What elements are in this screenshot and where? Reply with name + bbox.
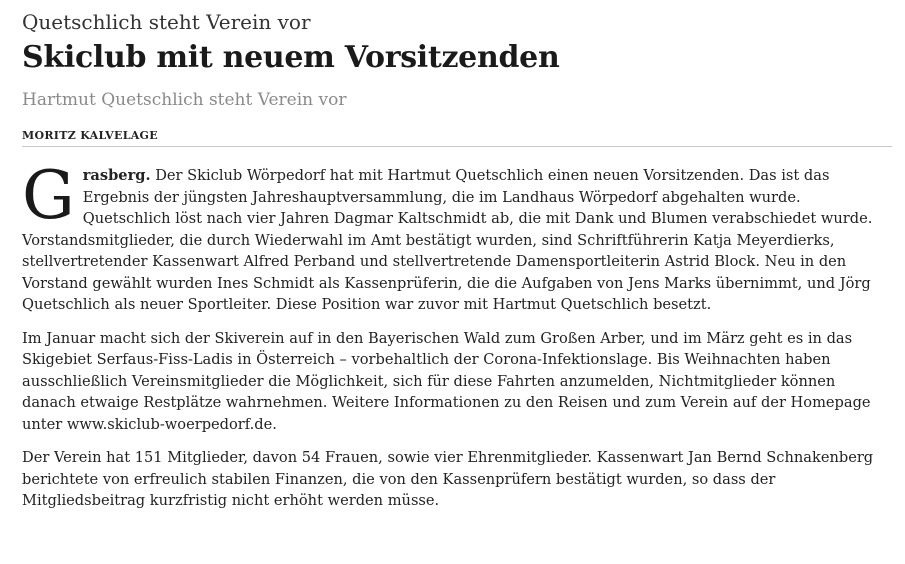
article-subtitle: Hartmut Quetschlich steht Verein vor	[22, 90, 347, 110]
paragraph-1-text: Der Skiclub Wörpedorf hat mit Hartmut Quetschlich einen neuen Vorsitzenden. Das ist das Ergebnis der jüngsten Jahreshauptversammlung, die im Landhaus Wörpedorf abgehalten wurde. Quetschlich löst nach vier Jahren Dagmar Kaltschmidt ab, die mit Dank und Blumen verabschiedet wurde. Vorstandsmitglieder, die durch Wiederwahl im Amt bestätigt wurden, sind Schriftführerin Katja Meyerdierks, stellvertretender Kassenwart Alfred Perband und stellvertretende Damensportleiterin Astrid Block. Neu in den Vorstand gewählt wurden Ines Schmidt als Kassenprüferin, die die Aufgaben von Jens Marks übernimmt, und Jörg Quetschlich als neuer Sportleiter. Diese Position war zuvor mit Hartmut Quetschlich besetzt.	[22, 167, 873, 313]
author-byline	[22, 124, 892, 147]
article-headline: Skiclub mit neuem Vorsitzenden	[22, 40, 560, 75]
article-paragraph-1	[22, 157, 892, 316]
dateline-place: rasberg.	[82, 167, 151, 184]
article-paragraph-2: Im Januar macht sich der Skiverein auf in den Bayerischen Wald zum Großen Arber, und im März geht es in das Skigebiet Serfaus-Fiss-Ladis in Österreich – vorbehaltlich der Corona-Infektionslage. Bis Weihnachten haben ausschließlich Vereinsmitglieder die Möglichkeit, sich für diese Fahrten anzumelden, Nichtmitglieder können danach etwaige Restplätze wahrnehmen. Weitere Informationen zu den Reisen und zum Verein auf der Homepage unter www.skiclub-woerpedorf.de.	[22, 329, 871, 433]
article-body	[22, 157, 892, 512]
article-kicker: Quetschlich steht Verein vor	[22, 10, 311, 34]
author-name: MORITZ KALVELAGE	[22, 129, 158, 142]
drop-cap: G	[22, 157, 75, 234]
article-paragraph-3: Der Verein hat 151 Mitglieder, davon 54 Frauen, sowie vier Ehrenmitglieder. Kassenwart Jan Bernd Schnakenberg berichtete von erfreulich stabilen Finanzen, die von den Kassenprüfern bestätigt wurden, so dass der Mitgliedsbeitrag kurzfristig nicht erhöht werden müsse.	[22, 449, 874, 509]
